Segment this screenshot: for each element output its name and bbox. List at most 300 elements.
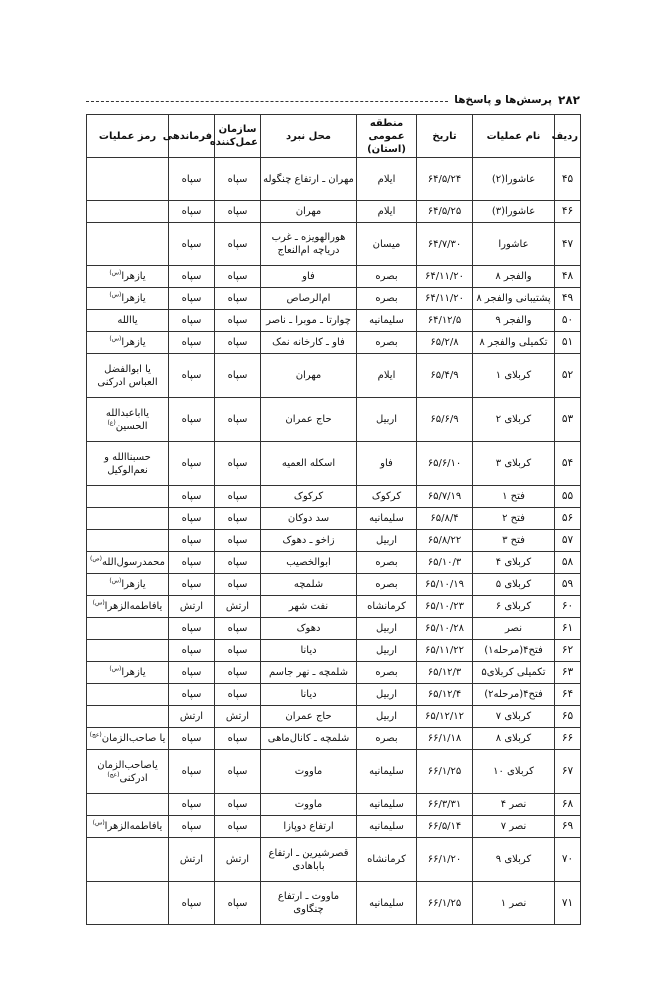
cell-battle-place xyxy=(261,706,357,728)
cell-region xyxy=(357,266,417,288)
date-text: ۶۵/۱۰/۳ xyxy=(427,557,462,568)
cell-operation-name xyxy=(473,354,555,398)
cell-date xyxy=(417,706,473,728)
organization-text: سپاه xyxy=(227,799,248,810)
row-number-text: ۴۶ xyxy=(561,205,574,217)
operation-name-text: کربلای ۸ xyxy=(495,733,532,744)
command-text: سپاه xyxy=(181,370,202,381)
cell-date xyxy=(417,288,473,310)
operation-name-text: عاشورا(۲) xyxy=(491,173,536,185)
region-text: کرمانشاه xyxy=(367,601,406,612)
command-text: سپاه xyxy=(181,667,202,678)
cell-command xyxy=(169,288,215,310)
date-text: ۶۵/۱۰/۲۳ xyxy=(425,601,464,612)
operation-name-text: کربلای ۹ xyxy=(495,854,532,865)
row-number-text: ۵۷ xyxy=(561,534,574,546)
honorific-superscript: (ص) xyxy=(90,555,102,563)
command-text: سپاه xyxy=(181,513,202,524)
table-row xyxy=(87,662,581,684)
cell-operation-code xyxy=(87,354,169,398)
command-text: سپاه xyxy=(181,458,202,469)
cell-row-number xyxy=(555,838,581,882)
cell-operation-name xyxy=(473,640,555,662)
command-text: سپاه xyxy=(181,173,202,185)
row-number-text: ۵۳ xyxy=(561,413,574,425)
battle-place-text: دهوک xyxy=(296,623,321,634)
cell-region xyxy=(357,706,417,728)
cell-operation-code xyxy=(87,158,169,201)
cell-organization xyxy=(215,640,261,662)
cell-row-number xyxy=(555,662,581,684)
cell-organization xyxy=(215,816,261,838)
region-text: ایلام xyxy=(377,370,396,381)
cell-region xyxy=(357,728,417,750)
page-header xyxy=(86,92,580,108)
row-number-text: ۶۱ xyxy=(561,622,574,634)
operation-code-text: یا صاحب‌الزمان xyxy=(101,733,166,744)
cell-organization xyxy=(215,662,261,684)
cell-organization xyxy=(215,750,261,794)
cell-row-number xyxy=(555,552,581,574)
col-header-row-number: ردیف xyxy=(555,115,581,158)
battle-place-text: مهران ـ ارتفاع چنگوله xyxy=(263,173,354,185)
cell-organization xyxy=(215,706,261,728)
cell-organization xyxy=(215,596,261,618)
cell-row-number xyxy=(555,882,581,925)
region-text: سلیمانیه xyxy=(369,766,404,777)
date-text: ۶۵/۱۲/۴ xyxy=(427,689,462,700)
cell-organization xyxy=(215,310,261,332)
cell-region xyxy=(357,398,417,442)
command-text: سپاه xyxy=(181,293,202,304)
date-text: ۶۶/۱/۲۵ xyxy=(427,897,462,909)
command-text: ارتش xyxy=(179,711,204,722)
date-text: ۶۴/۵/۲۵ xyxy=(427,206,462,217)
battle-place-text: ارتفاع دوپازا xyxy=(283,821,334,832)
table-row xyxy=(87,750,581,794)
operation-code-text: یازهرا xyxy=(121,579,146,590)
cell-command xyxy=(169,640,215,662)
cell-operation-name xyxy=(473,706,555,728)
command-text: سپاه xyxy=(181,821,202,832)
battle-place-text: هورالهویزه ـ غرب دریاچه ام‌النعاج xyxy=(271,232,346,256)
date-text: ۶۶/۳/۳۱ xyxy=(427,799,462,810)
cell-row-number xyxy=(555,310,581,332)
cell-date xyxy=(417,618,473,640)
operation-code-text: یا ابوالفضل العباس ادرکنی xyxy=(97,363,158,388)
cell-operation-name xyxy=(473,310,555,332)
cell-command xyxy=(169,662,215,684)
cell-command xyxy=(169,728,215,750)
cell-operation-name xyxy=(473,596,555,618)
organization-text: سپاه xyxy=(227,766,248,777)
operation-name-text: نصر ۴ xyxy=(500,799,527,810)
cell-battle-place xyxy=(261,332,357,354)
organization-text: سپاه xyxy=(227,557,248,568)
cell-region xyxy=(357,662,417,684)
cell-operation-code xyxy=(87,201,169,223)
battle-place-text: شلمچه ـ کانال‌ماهی xyxy=(267,733,350,744)
honorific-superscript: (س) xyxy=(109,665,122,673)
table-row xyxy=(87,882,581,925)
command-text: ارتش xyxy=(179,854,204,865)
date-text: ۶۵/۱۲/۱۲ xyxy=(425,711,464,722)
table-row xyxy=(87,201,581,223)
date-text: ۶۶/۵/۱۴ xyxy=(427,821,462,832)
cell-battle-place xyxy=(261,882,357,925)
cell-organization xyxy=(215,288,261,310)
honorific-superscript: (س) xyxy=(109,269,122,277)
battle-place-text: حاج عمران xyxy=(285,711,332,722)
date-text: ۶۵/۸/۲۲ xyxy=(427,535,462,546)
region-text: بصره xyxy=(375,733,398,744)
cell-row-number xyxy=(555,816,581,838)
cell-battle-place xyxy=(261,750,357,794)
row-number-text: ۵۹ xyxy=(561,578,574,590)
cell-region xyxy=(357,838,417,882)
command-text: سپاه xyxy=(181,315,202,326)
operation-name-text: کربلای ۳ xyxy=(495,458,532,469)
cell-region xyxy=(357,596,417,618)
cell-date xyxy=(417,332,473,354)
cell-operation-name xyxy=(473,201,555,223)
date-text: ۶۶/۱/۱۸ xyxy=(427,733,462,744)
cell-command xyxy=(169,882,215,925)
row-number-text: ۶۷ xyxy=(561,765,574,777)
command-text: سپاه xyxy=(181,689,202,700)
cell-operation-name xyxy=(473,442,555,486)
table-body xyxy=(87,158,581,925)
cell-date xyxy=(417,442,473,486)
table-row xyxy=(87,794,581,816)
cell-operation-code xyxy=(87,618,169,640)
cell-row-number xyxy=(555,574,581,596)
table-row xyxy=(87,288,581,310)
operation-name-text: تکمیلی والفجر ۸ xyxy=(479,337,548,348)
cell-region xyxy=(357,442,417,486)
region-text: بصره xyxy=(375,579,398,590)
header-rule xyxy=(86,101,448,102)
cell-region xyxy=(357,201,417,223)
organization-text: سپاه xyxy=(227,513,248,524)
col-header-operation-name: نام عملیات xyxy=(473,115,555,158)
cell-operation-code xyxy=(87,310,169,332)
organization-text: سپاه xyxy=(227,370,248,381)
table-header-row xyxy=(87,115,581,158)
row-number-text: ۶۲ xyxy=(561,644,574,656)
cell-row-number xyxy=(555,223,581,266)
region-text: اربیل xyxy=(376,689,397,700)
cell-command xyxy=(169,618,215,640)
cell-operation-name xyxy=(473,223,555,266)
col-header-organization: سازمان عمل‌کننده xyxy=(215,115,261,158)
row-number-text: ۵۱ xyxy=(561,336,574,348)
table-row xyxy=(87,552,581,574)
date-text: ۶۴/۵/۲۴ xyxy=(427,173,462,185)
organization-text: ارتش xyxy=(225,711,250,722)
cell-region xyxy=(357,552,417,574)
cell-region xyxy=(357,684,417,706)
cell-organization xyxy=(215,398,261,442)
cell-row-number xyxy=(555,266,581,288)
organization-text: سپاه xyxy=(227,206,248,217)
date-text: ۶۴/۱۱/۲۰ xyxy=(425,293,464,304)
table-row xyxy=(87,332,581,354)
region-text: سلیمانیه xyxy=(369,897,404,909)
cell-operation-name xyxy=(473,882,555,925)
row-number-text: ۵۵ xyxy=(561,490,574,502)
cell-row-number xyxy=(555,750,581,794)
cell-command xyxy=(169,706,215,728)
date-text: ۶۵/۷/۱۹ xyxy=(427,491,462,502)
row-number-text: ۴۹ xyxy=(561,292,574,304)
table-row xyxy=(87,596,581,618)
operation-code-text: محمدرسول‌الله xyxy=(101,557,165,568)
col-header-region: منطقه عمومی (استان) xyxy=(357,115,417,158)
battle-place-text: ماووت ـ ارتفاع چنگاوی xyxy=(277,891,340,915)
date-text: ۶۶/۱/۲۵ xyxy=(427,766,462,777)
cell-command xyxy=(169,838,215,882)
cell-operation-name xyxy=(473,266,555,288)
cell-date xyxy=(417,354,473,398)
cell-operation-name xyxy=(473,662,555,684)
cell-battle-place xyxy=(261,266,357,288)
cell-region xyxy=(357,310,417,332)
cell-battle-place xyxy=(261,530,357,552)
row-number-text: ۴۵ xyxy=(561,172,574,185)
battle-place-text: شلمچه ـ نهر جاسم xyxy=(269,667,348,678)
table-row xyxy=(87,530,581,552)
command-text: ارتش xyxy=(179,601,204,612)
battle-place-text: ماووت xyxy=(294,799,323,810)
cell-date xyxy=(417,158,473,201)
cell-date xyxy=(417,794,473,816)
region-text: بصره xyxy=(375,667,398,678)
operation-name-text: کربلای ۴ xyxy=(495,557,532,568)
cell-command xyxy=(169,201,215,223)
organization-text: سپاه xyxy=(227,623,248,634)
table-row xyxy=(87,574,581,596)
operation-code-text: یازهرا xyxy=(121,667,146,678)
battle-place-text: قصرشیرین ـ ارتفاع باباهادی xyxy=(268,847,349,872)
table-row xyxy=(87,398,581,442)
cell-battle-place xyxy=(261,794,357,816)
row-number-text: ۵۴ xyxy=(561,457,574,469)
cell-row-number xyxy=(555,706,581,728)
cell-region xyxy=(357,750,417,794)
cell-organization xyxy=(215,552,261,574)
table-row xyxy=(87,442,581,486)
cell-operation-name xyxy=(473,508,555,530)
command-text: سپاه xyxy=(181,766,202,777)
organization-text: سپاه xyxy=(227,315,248,326)
region-text: بصره xyxy=(375,271,398,282)
organization-text: سپاه xyxy=(227,821,248,832)
cell-row-number xyxy=(555,794,581,816)
operation-code-text: یازهرا xyxy=(121,293,146,304)
operation-code-text: یاصاحب‌الزمان ادرکنی xyxy=(97,759,158,784)
cell-row-number xyxy=(555,684,581,706)
cell-operation-code xyxy=(87,662,169,684)
cell-command xyxy=(169,223,215,266)
cell-command xyxy=(169,266,215,288)
honorific-superscript: (س) xyxy=(92,819,105,827)
date-text: ۶۵/۲/۸ xyxy=(430,337,459,348)
cell-operation-name xyxy=(473,398,555,442)
row-number-text: ۷۰ xyxy=(561,853,574,865)
battle-place-text: فاو ـ کارخانه نمک xyxy=(272,337,345,348)
cell-command xyxy=(169,486,215,508)
operation-name-text: فتح ۳ xyxy=(502,535,525,546)
cell-date xyxy=(417,662,473,684)
cell-command xyxy=(169,684,215,706)
organization-text: سپاه xyxy=(227,733,248,744)
cell-battle-place xyxy=(261,442,357,486)
operation-name-text: والفجر ۹ xyxy=(495,315,532,326)
cell-operation-name xyxy=(473,750,555,794)
cell-command xyxy=(169,596,215,618)
table-row xyxy=(87,640,581,662)
region-text: میسان xyxy=(372,238,401,250)
command-text: سپاه xyxy=(181,238,202,250)
cell-date xyxy=(417,728,473,750)
cell-row-number xyxy=(555,728,581,750)
date-text: ۶۵/۱۱/۲۲ xyxy=(425,645,464,656)
operation-name-text: پشتیبانی والفجر ۸ xyxy=(476,293,551,304)
cell-row-number xyxy=(555,486,581,508)
organization-text: سپاه xyxy=(227,667,248,678)
cell-command xyxy=(169,530,215,552)
cell-organization xyxy=(215,332,261,354)
cell-battle-place xyxy=(261,618,357,640)
battle-place-text: دیانا xyxy=(300,645,317,656)
date-text: ۶۵/۱۲/۳ xyxy=(427,667,462,678)
cell-command xyxy=(169,552,215,574)
battle-place-text: مهران xyxy=(295,206,322,217)
cell-date xyxy=(417,838,473,882)
operation-code-text: یازهرا xyxy=(121,271,146,282)
command-text: سپاه xyxy=(181,535,202,546)
cell-operation-name xyxy=(473,288,555,310)
region-text: کرمانشاه xyxy=(367,854,406,865)
row-number-text: ۷۱ xyxy=(561,896,574,909)
cell-date xyxy=(417,552,473,574)
cell-command xyxy=(169,750,215,794)
cell-battle-place xyxy=(261,596,357,618)
cell-operation-code xyxy=(87,398,169,442)
row-number-text: ۶۹ xyxy=(561,820,574,832)
organization-text: سپاه xyxy=(227,271,248,282)
operation-name-text: کربلای ۱ xyxy=(495,370,532,381)
organization-text: سپاه xyxy=(227,293,248,304)
command-text: سپاه xyxy=(181,799,202,810)
cell-operation-name xyxy=(473,158,555,201)
date-text: ۶۵/۶/۱۰ xyxy=(427,458,462,469)
row-number-text: ۴۸ xyxy=(561,270,574,282)
cell-battle-place xyxy=(261,574,357,596)
operation-name-text: والفجر ۸ xyxy=(495,271,532,282)
command-text: سپاه xyxy=(181,645,202,656)
operation-name-text: کربلای ۲ xyxy=(495,414,532,425)
honorific-superscript: (س) xyxy=(109,577,122,585)
table-row xyxy=(87,486,581,508)
cell-operation-code xyxy=(87,596,169,618)
cell-date xyxy=(417,508,473,530)
cell-row-number xyxy=(555,618,581,640)
cell-organization xyxy=(215,223,261,266)
table-row xyxy=(87,354,581,398)
cell-battle-place xyxy=(261,310,357,332)
cell-operation-name xyxy=(473,816,555,838)
region-text: اربیل xyxy=(376,711,397,722)
row-number-text: ۶۰ xyxy=(561,600,574,612)
cell-organization xyxy=(215,530,261,552)
operation-code-text: حسبناالله و نعم‌الوکیل xyxy=(104,451,151,476)
cell-operation-name xyxy=(473,530,555,552)
cell-date xyxy=(417,596,473,618)
battle-place-text: ام‌الرصاص xyxy=(286,293,331,304)
cell-region xyxy=(357,816,417,838)
cell-row-number xyxy=(555,158,581,201)
battle-place-text: مهران xyxy=(295,370,322,381)
cell-operation-code xyxy=(87,728,169,750)
cell-command xyxy=(169,816,215,838)
operation-name-text: کربلای ۱۰ xyxy=(493,766,534,777)
table-row xyxy=(87,266,581,288)
cell-operation-code xyxy=(87,288,169,310)
col-header-operation-code: رمز عملیات xyxy=(87,115,169,158)
cell-battle-place xyxy=(261,486,357,508)
region-text: اربیل xyxy=(376,535,397,546)
organization-text: سپاه xyxy=(227,897,248,909)
cell-region xyxy=(357,223,417,266)
battle-place-text: فاو xyxy=(302,271,315,282)
operation-name-text: کربلای ۷ xyxy=(495,711,532,722)
page-number: ۲۸۲ xyxy=(558,93,580,107)
cell-operation-code xyxy=(87,706,169,728)
cell-operation-code xyxy=(87,640,169,662)
honorific-superscript: (ع) xyxy=(107,419,116,427)
region-text: اربیل xyxy=(376,623,397,634)
cell-battle-place xyxy=(261,508,357,530)
cell-operation-code xyxy=(87,442,169,486)
cell-date xyxy=(417,266,473,288)
cell-battle-place xyxy=(261,158,357,201)
cell-region xyxy=(357,354,417,398)
region-text: فاو xyxy=(380,458,393,469)
organization-text: سپاه xyxy=(227,579,248,590)
region-text: کرکوک xyxy=(371,491,402,502)
cell-battle-place xyxy=(261,201,357,223)
cell-operation-name xyxy=(473,838,555,882)
cell-battle-place xyxy=(261,662,357,684)
command-text: سپاه xyxy=(181,206,202,217)
cell-date xyxy=(417,574,473,596)
operation-name-text: عاشورا xyxy=(498,238,529,250)
cell-date xyxy=(417,684,473,706)
region-text: اربیل xyxy=(376,414,397,425)
command-text: سپاه xyxy=(181,897,202,909)
cell-region xyxy=(357,508,417,530)
operation-name-text: فتح ۲ xyxy=(502,513,525,524)
battle-place-text: چوارتا ـ موبرا ـ ناصر xyxy=(266,315,351,326)
cell-region xyxy=(357,332,417,354)
cell-region xyxy=(357,618,417,640)
organization-text: سپاه xyxy=(227,414,248,425)
honorific-superscript: (عج) xyxy=(89,731,102,739)
cell-region xyxy=(357,882,417,925)
operation-code-text: یازهرا xyxy=(121,337,146,348)
